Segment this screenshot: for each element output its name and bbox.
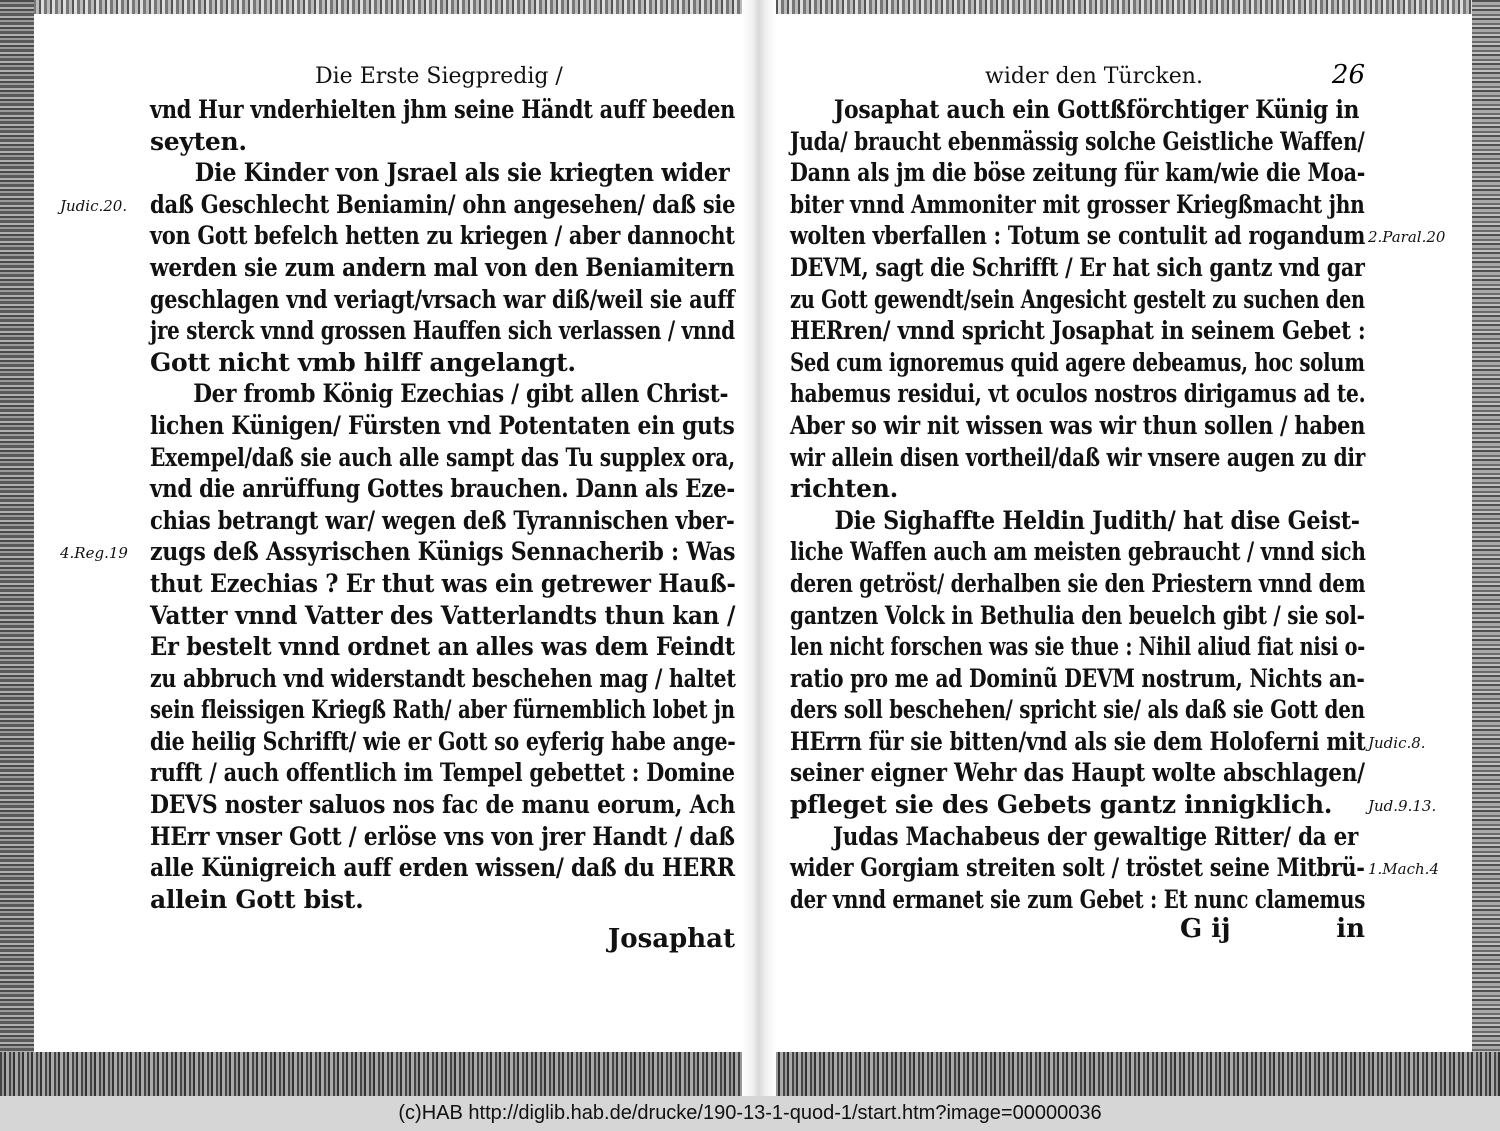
text-line: vnd die anrüffung Gottes brauchen. Dann als Eze- [150,474,735,504]
text-line: die heilig Schrifft/ wie er Gott so eyferig habe ange- [150,726,736,756]
page-number: 26 [1331,60,1365,90]
text-line: HErr vnser Gott / erlöse vns von jrer Handt / daß [150,821,735,851]
text-line: lichen Künigen/ Fürsten vnd Potentaten ein guts [150,410,735,440]
scan-edge-right [1472,0,1500,1096]
text-line: habemus residui, vt oculos nostros dirigamus ad te. [790,379,1366,409]
text-line: seiner eigner Wehr das Haupt wolte abschlagen/ [790,758,1365,788]
catchword: Josaphat [607,923,735,954]
text-line: gantzen Volck in Bethulia den beuelch gibt / sie sol- [790,600,1365,630]
book-gutter [742,0,776,1096]
text-line: alle Künigreich auff erden wissen/ daß du HERR [150,853,735,883]
text-line: Vatter vnnd Vatter des Vatterlandts thun kan / [150,600,736,630]
text-line: wir allein disen vortheil/daß wir vnsere augen zu dir [790,442,1366,472]
text-line: Der fromb König Ezechias / gibt allen Christ- [193,379,729,409]
text-line: wider Gorgiam streiten solt / tröstet seine Mitbrü- [790,853,1365,883]
text-line: Aber so wir nit wissen was wir thun sollen / haben [790,410,1366,440]
text-line: Die Kinder von Jsrael als sie kriegten wider [194,158,730,188]
text-line: HErrn für sie bitten/vnd als sie dem Holoferni mit [790,726,1366,756]
text-line: wolten vberfallen : Totum se contulit ad rogandum [790,221,1366,251]
text-line: Die Sighaffte Heldin Judith/ hat dise Geist- [834,505,1360,535]
text-line: seyten. [150,126,247,156]
text-line: deren getröst/ derhalben sie den Priestern vnnd dem [790,568,1366,598]
text-line: thut Ezechias ? Er thut was ein getrewer Hauß- [150,568,736,598]
text-line: biter vnnd Ammoniter mit grosser Kriegßmacht jhn [790,189,1365,219]
text-line: zu Gott gewendt/sein Angesicht gestelt zu suchen den [790,284,1365,314]
text-line: Gott nicht vmb hilff angelangt. [150,347,576,377]
text-line: der vnnd ermanet sie zum Gebet : Et nunc clamemus [790,884,1366,914]
text-line: allein Gott bist. [150,884,364,914]
margin-note: Judic.20. [60,196,128,215]
text-line: DEVM, sagt die Schrifft / Er hat sich gantz vnd gar [790,252,1365,282]
text-line: Judas Machabeus der gewaltige Ritter/ da er [832,821,1359,851]
text-line: Dann als jm die böse zeitung für kam/wie die Moa- [790,158,1366,188]
margin-note: 2.Paral.20 [1368,228,1446,247]
text-line: werden sie zum andern mal von den Beniamitern [150,252,735,282]
page-body [150,94,735,915]
image-credit-footer: (c)HAB http://diglib.hab.de/drucke/190-13-1-quod-1/start.htm?image=00000036 [0,1096,1500,1131]
text-line: zugs deß Assyrischen Künigs Sennacherib : Was [150,537,736,567]
left-page [60,60,736,954]
margin-note: 1.Mach.4 [1368,860,1439,879]
margin-note: Jud.9.13. [1368,797,1437,816]
catchword: in [1336,913,1365,944]
text-line: ders soll beschehen/ spricht sie/ als daß sie Gott den [790,695,1365,725]
text-line: richten. [790,474,899,504]
text-line: chias betrangt war/ wegen deß Tyrannischen vber- [150,505,735,535]
text-line: jre sterck vnnd grossen Hauffen sich verlassen / vnnd [150,316,735,346]
text-line: Sed cum ignoremus quid agere debeamus, hoc solum [790,347,1365,377]
text-line: vnd Hur vnderhielten jhm seine Händt auff beeden [150,95,736,124]
text-line: pfleget sie des Gebets gantz innigklich. [790,790,1333,820]
text-line: DEVS noster saluos nos fac de manu eorum, Ach [150,790,736,820]
text-line: len nicht forschen was sie thue : Nihil aliud fiat nisi o- [790,632,1365,662]
text-line: ratio pro me ad Dominũ DEVM nostrum, Nichts an- [790,663,1365,693]
text-line: HERren/ vnnd spricht Josaphat in seinem Gebet : [790,316,1366,346]
text-line: rufft / auch offentlich im Tempel gebettet : Domine [150,758,735,788]
text-line: Juda/ braucht ebenmässig solche Geistliche Waffen/ [790,126,1365,156]
margin-note: Judic.8. [1368,734,1426,752]
text-line: Josaphat auch ein Gottßförchtiger Künig in [833,95,1360,124]
page-body [790,94,1365,915]
text-line: Exempel/daß sie auch alle sampt das Tu supplex ora, [150,442,735,472]
text-line: daß Geschlecht Beniamin/ ohn angesehen/ daß sie [150,189,736,219]
text-line: von Gott befelch hetten zu kriegen / aber dannocht [150,221,735,251]
signature-mark: G ij [1180,913,1231,944]
margin-note: 4.Reg.19 [60,544,128,563]
running-head: Die Erste Siegpredig / [315,64,563,89]
text-line: liche Waffen auch am meisten gebraucht / vnnd sich [790,537,1366,567]
scan-edge-left [0,0,34,1096]
text-line: geschlagen vnd veriagt/vrsach war diß/weil sie auff [150,284,735,314]
text-line: sein fleissigen Kriegß Rath/ aber fürnemblich lobet jn [150,695,735,725]
text-line: Er bestelt vnnd ordnet an alles was dem Feindt [150,632,735,662]
running-head: wider den Türcken. [985,64,1203,89]
right-page [790,60,1446,944]
text-line: zu abbruch vnd widerstandt beschehen mag / haltet [150,663,736,693]
